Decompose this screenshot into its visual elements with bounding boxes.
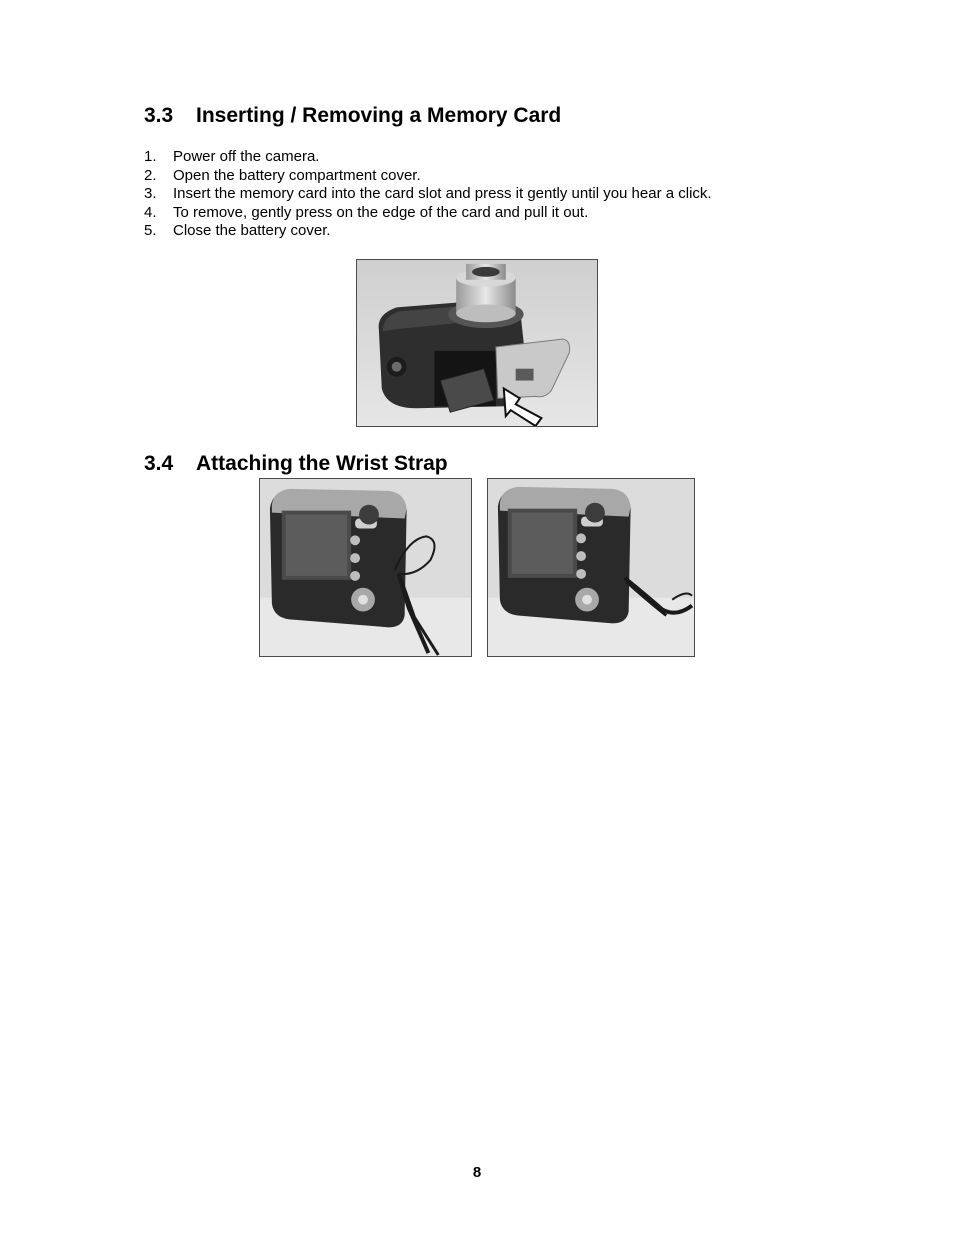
list-item	[144, 204, 712, 223]
step-number: 4.	[144, 203, 157, 221]
list-item	[144, 222, 712, 241]
step-text: To remove, gently press on the edge of the card and pull it out.	[173, 203, 589, 221]
step-text: Close the battery cover.	[173, 222, 331, 240]
wrist-strap-photo-threading	[259, 478, 472, 657]
step-number: 5.	[144, 222, 157, 240]
section-number: 3.4	[144, 452, 174, 475]
step-text: Power off the camera.	[173, 148, 320, 165]
wrist-strap-attached-illustration	[488, 479, 694, 656]
step-number: 1.	[144, 148, 157, 165]
step-number: 3.	[144, 185, 157, 203]
section-heading-wrist-strap	[144, 452, 448, 476]
section-title: Attaching the Wrist Strap	[196, 452, 448, 475]
memory-card-insertion-illustration	[357, 260, 597, 426]
section-title: Inserting / Removing a Memory Card	[196, 104, 562, 127]
list-item	[144, 148, 712, 167]
memory-card-steps-list	[144, 148, 712, 241]
section-number: 3.3	[144, 104, 174, 127]
memory-card-insertion-photo	[356, 259, 598, 427]
step-text: Open the battery compartment cover.	[173, 166, 421, 184]
wrist-strap-photo-attached	[487, 478, 695, 657]
section-heading-memory-card	[144, 104, 561, 128]
step-text: Insert the memory card into the card slot and press it gently until you hear a click.	[173, 185, 712, 203]
step-number: 2.	[144, 166, 157, 184]
wrist-strap-threading-illustration	[260, 479, 471, 656]
page-number: 8	[472, 1164, 482, 1181]
list-item	[144, 185, 712, 204]
list-item	[144, 167, 712, 186]
